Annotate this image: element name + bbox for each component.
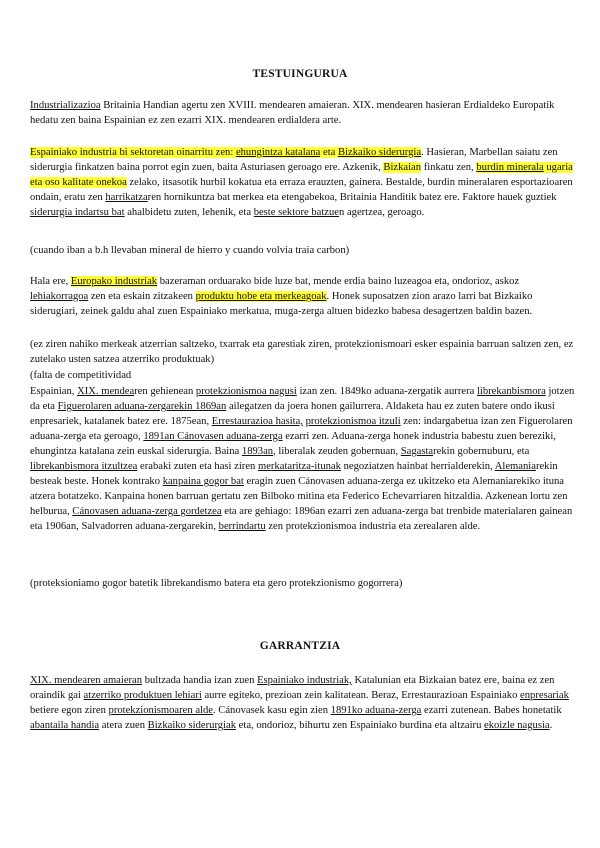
underlined-text: Industrializazioa: [30, 100, 101, 111]
underlined-text: librekanbismora itzultzea: [30, 461, 138, 472]
note-proteksioniamo: (proteksioniamo gogor batetik librekandismo batera eta gero protekzionismo gogorrera): [30, 578, 403, 589]
highlighted-text: eta: [320, 147, 339, 158]
text-run: Britainia Handian agertu zen XVIII. mendearen amaieran. XIX. mendearen hasieran Erdialdeko Europatik hedatu zen baina Espainian ez zen ezarri XIX. mendearen erdialdera arte.: [30, 100, 555, 126]
highlighted-text: Europako industriak: [70, 276, 158, 287]
paragraph-espainian: [30, 384, 578, 534]
text-run: ren hornikuntza bat merkea eta etengabekoa, Britainia Handitik batez ere. Faktore hauek guztiek: [147, 192, 557, 203]
underlined-text: protekzionismoa itzuli: [305, 416, 401, 427]
text-run: ailegatzen da joera honen gailurrera. Aldaketa hau ez zuten batere ondo ikusi enpresariek, katalanek batez ere. 1875ean,: [30, 401, 555, 427]
text-run: atera zuen: [99, 720, 148, 731]
section-title-testuingurua: TESTUINGURUA: [252, 68, 348, 80]
text-run: Katalunian eta Bizkaian batez ere, baina ez zen oraindik gai: [30, 675, 555, 701]
text-run: ren gehienean: [134, 386, 196, 397]
underlined-text: ekoizle nagusia: [484, 720, 550, 731]
underlined-text: kanpaina gogor bat: [162, 476, 244, 487]
underlined-text: XIX. mendearen amaieran: [30, 675, 143, 686]
underlined-text: lehiakorragoa: [30, 291, 89, 302]
text-run: aurre egiteko, prezioan zein kalitatean. Beraz, Errestaurazioan Espainiako: [201, 690, 521, 701]
underlined-text: Espainiako industriak,: [257, 675, 352, 686]
note-ez-ziren: (ez ziren nahiko merkeak atzerrian saltzeko, txarrak eta garestiak ziren, protekzionismoari esker espainia barruan saltzen zen, ez zutelako usten satzea atzerriko produktuak): [30, 339, 574, 365]
text-run: . Cánovasek kasu egin zien: [212, 705, 331, 716]
text-run: eragin zuen Cánovasen aduana-zerga ez ukitzeko eta Alemaniarekiko ituna atzera botatzeko. Kanpaina honen barruan gertatu zen Bilboko mitina eta Federico Echevarriaren hitzaldia. Azkenean lortu zen helburua,: [30, 476, 568, 517]
underlined-text: Cánovasen aduana-zerga gordetzea: [72, 506, 222, 517]
highlighted-text: ehungintza katalana: [235, 147, 321, 158]
paragraph-xix-mendearen: [30, 673, 578, 733]
underlined-text: beste sektore batzue: [253, 207, 339, 218]
text-run: zen protekzionismoa industria eta zerealaren alde.: [265, 521, 481, 532]
paragraph-hala-ere: [30, 274, 578, 319]
underlined-text: abantaila handia: [30, 720, 100, 731]
underlined-text: 1891an Cánovasen aduana-zerga: [143, 431, 283, 442]
underlined-text: siderurgia indartsu bat: [30, 207, 125, 218]
highlighted-text: Bizkaiko siderurgia: [338, 147, 422, 158]
text-run: erabaki zuten eta hasi ziren: [137, 461, 258, 472]
text-run: bultzada handia izan zuen: [142, 675, 258, 686]
text-run: n agertzea, geroago.: [339, 207, 425, 218]
text-run: zen: indargabetua izan zen Figuerolaren aduana-zerga eta geroago,: [30, 416, 573, 442]
highlighted-text: produktu hobe eta merkeagoak: [195, 291, 327, 302]
underlined-text: 1891ko aduana-zerga: [330, 705, 422, 716]
highlighted-text: Bizkaian: [383, 162, 422, 173]
text-run: zelako, itsasotik hurbil kokatua eta erraza erauzten, gainera. Bestalde, burdin mineralaren esportazioaren ondain, eratu zen: [30, 177, 573, 203]
paragraph-espainiako-industria: [30, 145, 578, 220]
text-run: , liberalak zeuden gobernuan,: [273, 446, 401, 457]
text-run: rekin besteak beste. Honek kontrako: [30, 461, 558, 487]
text-run: finkatu zen,: [421, 162, 477, 173]
text-run: betiere egon ziren: [30, 705, 109, 716]
text-run: Hala ere,: [30, 276, 71, 287]
paragraph-industrializazioa: [30, 98, 578, 128]
underlined-text: enpresariak: [520, 690, 569, 701]
note-cuando-iban: (cuando iban a b.h llevaban mineral de hierro y cuando volvia traia carbon): [30, 245, 350, 256]
underlined-text: 1893an: [241, 446, 274, 457]
underlined-text: harrikatza: [105, 192, 148, 203]
underlined-text: librekanbismora: [476, 386, 546, 397]
text-run: zen eta eskain zitzakeen: [88, 291, 196, 302]
text-run: rekin gobernuburu, eta: [433, 446, 530, 457]
underlined-text: Alemania: [494, 461, 536, 472]
highlighted-text: Espainiako industria bi sektoretan oinarritu zen:: [30, 147, 236, 158]
text-run: ahalbidetu zuten, lehenik, eta: [124, 207, 254, 218]
underlined-text: Sagasta: [400, 446, 434, 457]
text-run: bazeraman orduarako bide luze bat, mende erdia baino luzeagoa eta, ondorioz, askoz: [157, 276, 520, 287]
text-run: Espainian,: [30, 386, 78, 397]
text-run: . Honek suposatzen zion arazo larri bat Bizkaiko siderugiari, zeinek galdu ahal zuen Espainiako merkatua, muga-zerga altuen bidezko babesa desagertzen baldin bazen.: [30, 291, 533, 317]
section-title-garrantzia: GARRANTZIA: [259, 640, 341, 652]
text-run: eta are gehiago: 1896an ezarri zen aduana-zerga bat trenbide materialaren gainean eta 1906an, Salvadorren aduana-zergarekin,: [30, 506, 573, 532]
underlined-text: Bizkaiko siderurgiak: [147, 720, 237, 731]
underlined-text: protekzionismoaren alde: [108, 705, 213, 716]
underlined-text: XIX. mendea: [77, 386, 135, 397]
underlined-text: protekzionismoa nagusi: [195, 386, 297, 397]
underlined-text: Figuerolaren aduana-zergarekin 1869an: [57, 401, 227, 412]
underlined-text: atzerriko produktuen lehiari: [83, 690, 202, 701]
text-run: ezarri zen. Aduana-zerga honek industria babestu zuen bereziki, ehungintza katalana zein euskal siderurgia. Baina: [30, 431, 556, 457]
text-run: eta, ondorioz, bihurtu zen Espainiako burdina eta altzairu: [236, 720, 485, 731]
text-run: . Hasieran, Marbellan saiatu zen siderurgia finkatzen baina porrot egin zuen, baita Asturiasen geroago ere. Azkenik,: [30, 147, 558, 173]
highlighted-text: burdin minerala: [476, 162, 544, 173]
text-run: jotzen da eta: [30, 386, 575, 412]
highlighted-text: ugaria eta oso kalitate onekoa: [30, 162, 573, 188]
text-run: izan zen. 1849ko aduana-zergatik aurrera: [296, 386, 477, 397]
text-run: negoziatzen hainbat herrialderekin,: [340, 461, 495, 472]
text-run: .: [549, 720, 553, 731]
note-falta-competitividad: (falta de competitividad: [30, 370, 132, 381]
underlined-text: Errestaurazioa hasita,: [211, 416, 303, 427]
underlined-text: berrindartu: [218, 521, 266, 532]
text-run: ezarri zutenean. Babes honetatik: [421, 705, 562, 716]
underlined-text: merkataritza-itunak: [257, 461, 341, 472]
